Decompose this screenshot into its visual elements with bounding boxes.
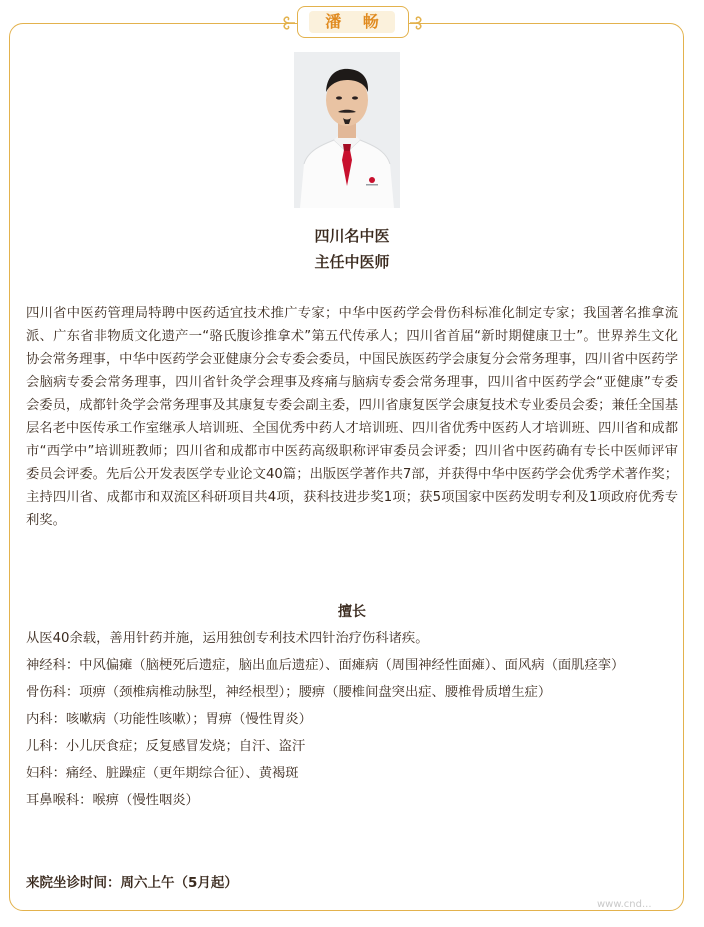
list-item: 妇科：痛经、脏躁症（更年期综合征）、黄褐斑 [26,766,299,781]
job-title: 主任中医师 [314,253,390,271]
doctor-name: 潘 畅 [325,12,387,31]
list-item: 儿科：小儿厌食症；反复感冒发烧；自汗、盗汗 [26,739,306,754]
specialty-heading: 擅长 [338,604,366,620]
list-item: 从医40余载，善用针药并施，运用独创专利技术四针治疗伤科诸疾。 [26,631,429,646]
biography-text: 四川省中医药管理局特聘中医药适宜技术推广专家；中华中医药学会骨伤科标准化制定专家；我国著名推拿流派、广东省非物质文化遗产一“骆氏腹诊推拿术”第五代传承人；四川省首届“新时期健康卫士”。世界养生文化协会常务理事，中华中医药学会亚健康分会专委会委员，中国民族医药学会康复分会常务理事，四川省中医药学会脑病专委会常务理事，四川省针灸学会理事及疼痛与脑病专委会常务理事，四川省中医药学会“亚健康”专委会委员，成都针灸学会常务理事及其康复专委会副主委，四川省康复医学会康复技术专业委员会委；兼任全国基层名老中医传承工作室继承人培训班、全国优秀中药人才培训班、四川省优秀中医药人才培训班、四川省和成都市“西学中”培训班教师；四川省和成都市中医药高级职称评审委员会评委；四川省中医药确有专长中医师评审委员会评委。先后公开发表医学专业论文40篇；出版医学著作共7部，并获得中华中医药学会优秀学术著作奖；主持四川省、成都市和双流区科研项目共4项，获科技进步奖1项；获5项国家中医药发明专利及1项政府优秀专利奖。 [26,306,678,528]
doctor-photo [294,52,400,208]
name-tab [297,6,409,38]
scroll-ornament-icon [280,15,296,31]
specialty-list [26,625,678,814]
list-item: 神经科：中风偏瘫（脑梗死后遗症，脑出血后遗症）、面瘫病（周围神经性面瘫）、面风病（面肌痉挛） [26,658,625,673]
honor-title: 四川名中医 [314,227,390,245]
scroll-ornament-icon [409,15,425,31]
list-item: 骨伤科：项痹（颈椎病椎动脉型，神经根型）；腰痹（腰椎间盘突出症、腰椎骨质增生症） [26,685,552,700]
list-item: 耳鼻喉科：喉痹（慢性咽炎） [26,793,199,808]
clinic-time: 来院坐诊时间：周六上午（5月起） [26,875,238,891]
watermark: www.cnd... [597,899,652,910]
name-header [0,4,704,42]
list-item: 内科：咳嗽病（功能性咳嗽）；胃痹（慢性胃炎） [26,712,312,727]
